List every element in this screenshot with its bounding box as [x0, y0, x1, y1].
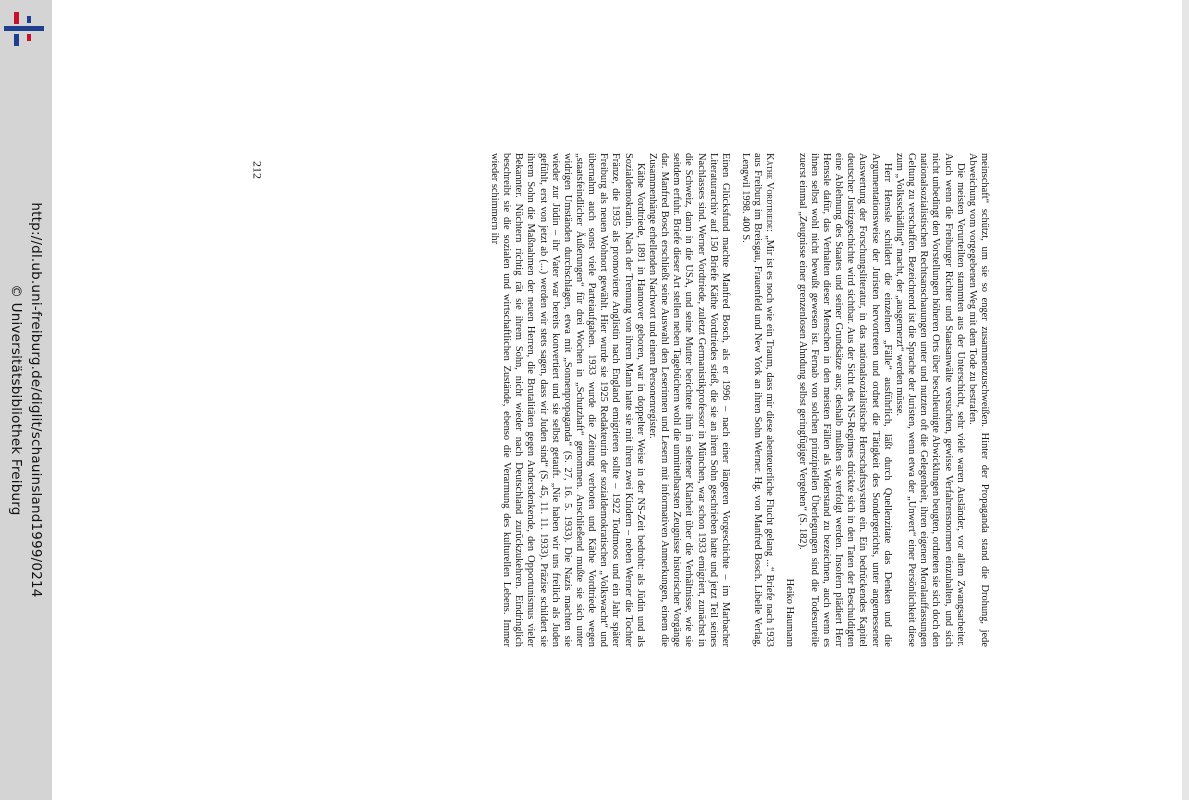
review-heading — [739, 153, 775, 647]
copyright-notice: © Universitätsbibliothek Freiburg — [8, 284, 24, 516]
review-title: : „Mir ist es noch wie ein Traum, dass mir diese abenteuerliche Flucht gelang ...“ Briefe nach 1933 aus Freiburg im Breisgau, Frauenfeld und New York an ihren Sohn Werner. Hg. von Manfred Bosch. Libelle Verlag, Lengwil 1998. 400 S. — [740, 153, 776, 647]
source-url[interactable]: http://dl.ub.uni-freiburg.de/diglit/schauinsland1999/0214 — [28, 202, 44, 598]
review-signature: Heiko Haumann — [784, 578, 796, 647]
paragraph: meinschaft“ schützt, um sie so enger zusammenzuschweißen. Hinter der Propaganda stand die Drohung, jede Abweichung vom vorgegebenen Weg mit dem Tode zu bestrafen. — [966, 153, 990, 647]
paragraph: Herr Henssle schildert die einzelnen „Fälle“ ausführlich, läßt durch Quellenzitate das Denken und die Argumentationsweise der Juristen hervortreten und ordnet die Tätigkeit des Sondergerichts, unter angemessener Auswertung der Forschungsliteratur, in das nationalsozialistische Herrschaftssystem ein. Ein bedrückendes Kapitel deutscher Justizgeschichte wird sichtbar. Aus der Sicht des NS-Regimes drückte sich in den Taten der Beschuldigten eine Ablehnung des Staates und seiner Grundsätze aus; deshalb mußten sie verfolgt werden. Insofern plädiert Herr Henssle dafür, das Verhalten dieser Menschen in den meisten Fällen als Widerstand zu bezeichnen, auch wenn es ihnen selbst wohl nicht bewußt gewesen ist. Fernab von solchen prinzipiellen Überlegungen sind die Todesurteile zuerst einmal „Zeugnisse einer grenzenlosen Ahndung selbst geringfügiger Vergehen“ (S. 182). — [796, 153, 893, 647]
review-author: Käthe Vordtriede — [764, 153, 776, 230]
page-number: 212 — [250, 161, 265, 179]
paragraph: Einen Glücksfund machte Manfred Bosch, als er 1996 – nach einer längeren Vorgeschichte – im Marbacher Literaturarchiv auf 150 Briefe Käthe Vordtriedes stieß, die sie an ihren Sohn geschrieben hatte und jetzt Teil seines Nachlasses sind. Werner Vordtriede, zuletzt Germanistikprofessor in München, war schon 1933 emigriert, zunächst in die Schweiz, dann in die USA, und seine Mutter berichtete ihm in seltener Klarheit über die Verhältnisse, wie sie seitdem erfuhr. Briefe dieser Art stellen neben Tagebüchern wohl die unmittelbarsten Zeugnisse historischer Vorgänge dar. Manfred Bosch erschließt seine Auswahl den Leserinnen und Lesern mit informativen Anmerkungen, einem die Zusammenhänge erhellenden Nachwort und einem Personenregister. — [646, 153, 731, 647]
paragraph: Die meisten Verurteilten stammten aus der Unterschicht, sehr viele waren Ausländer, vor allem Zwangsarbeiter. Auch wenn die Freiburger Richter und Staatsanwälte versuchten, gewisse Verfahrensnormen einzuhalten, und sich nicht unbedingt den Vorstellungen höheren Orts über beschleunigte Abwicklungen beugten, ordneten sie sich doch den nationalsozialistischen Rechtsanschauungen unter und nutzten oft die Gelegenheit, ihren eigenen Moralauffassungen Geltung zu verschaffen. Bezeichnend ist die Sprache der Juristen, wenn etwa der „Unwert“ einer Persönlichkeit diese zum „Volksschädling“ macht, der „ausgemerzt“ werden müsse. — [893, 153, 966, 647]
source-caption — [6, 202, 46, 597]
left-margin-strip — [0, 0, 52, 800]
right-edge-strip — [1182, 0, 1189, 800]
ub-freiburg-logo-icon — [2, 8, 46, 50]
paragraph: Käthe Vordtriede, 1891 in Hannover geboren, war in doppelter Weise in der NS-Zeit bedroht: als Jüdin und als Sozialdemokratin. Nach der Trennung von ihrem Mann hatte sie mit ihren zwei Kindern – neben Werner die Tochter Fränze, die 1935 als promovierte Anglistin nach England emigrieren sollte – 1922 Todtmoos und ein Jahr später Freiburg als neuen Wohnort gewählt. Hier wurde sie 1925 Redakteurin der sozialdemokratischen „Volkswacht“ und übernahm auch sonst viele Parteiaufgaben. 1933 wurde die Zeitung verboten und Käthe Vordtriede wegen „staatsfeindlicher Äußerungen“ für drei Wochen in „Schutzhaft“ genommen. Anschließend mußte sie sich unter widrigen Umständen durchschlagen, etwa mit „Sonnenpropaganda“ (S. 27, 16. 5. 1933). Die Nazis machten sie wieder zur Jüdin – ihr Vater war bereits konvertiert und sie selbst getauft. „Nie haben wir uns freilich als Juden gefühlt, erst von jetzt ab (...) werden wir stets sagen, dass wir Juden sind“ (S. 45, 11. 11. 1933). Präzise schildert sie ihrem Sohn die Maßnahmen der neuen Herren, die Brutalitäten gegen Andersdenkende, den Opportunismus vieler Bekannter. Nüchtern richtig rät sie ihrem Sohn, nicht wieder nach Deutschland zurückzukehren. Eindringlich beschreibt sie die sozialen und wirtschaftlichen Zustände, ebenso die Verarmung des kulturellen Lebens. Immer wieder schimmern ihr — [488, 153, 646, 647]
scanned-page — [250, 152, 990, 648]
page-body — [250, 153, 990, 647]
